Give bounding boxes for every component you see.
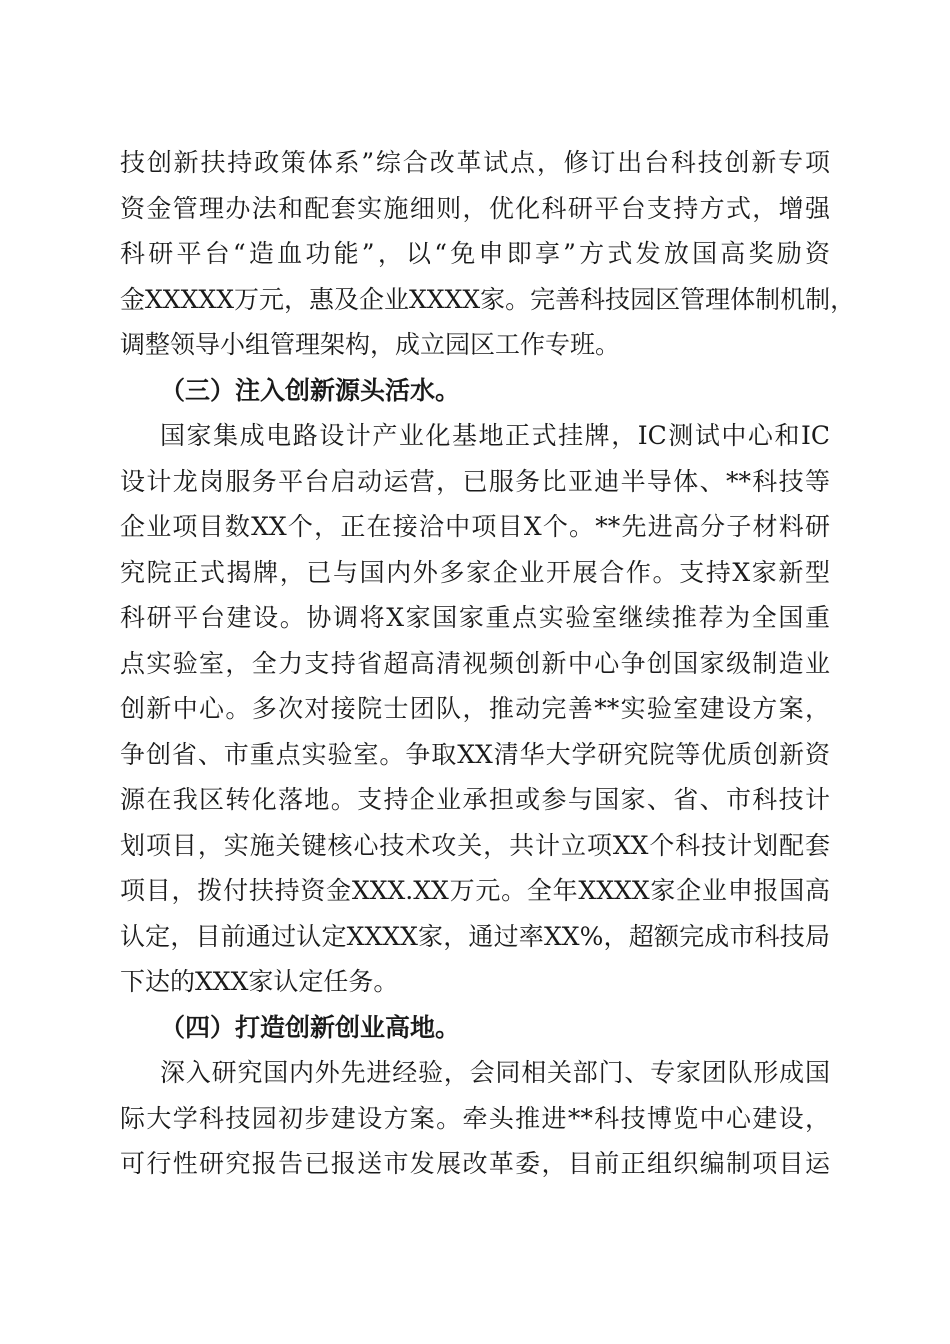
text-line: 资金管理办法和配套实施细则，优化科研平台支持方式，增强: [120, 193, 830, 223]
text-line: 认定，目前通过认定XXXX家，通过率XX%，超额完成市科技局: [120, 921, 830, 951]
text-line: 究院正式揭牌，已与国内外多家企业开展合作。支持X家新型: [120, 557, 830, 587]
text-line: 技创新扶持政策体系”综合改革试点，修订出台科技创新专项: [120, 148, 830, 177]
text-line: 下达的XXX家认定任务。: [120, 967, 399, 996]
text-line: 划项目，实施关键核心技术攻关，共计立项XX个科技计划配套: [120, 830, 830, 860]
text-line: 科研平台“造血功能”，以“免申即享”方式发放国高奖励资: [120, 239, 830, 268]
text-line: 调整领导小组管理架构，成立园区工作专班。: [120, 330, 621, 359]
text-line: 国家集成电路设计产业化基地正式挂牌，IC测试中心和IC: [160, 421, 830, 450]
text-line: 深入研究国内外先进经验，会同相关部门、专家团队形成国: [160, 1058, 830, 1087]
document-body: [120, 140, 856, 1187]
text-line: 际大学科技园初步建设方案。牵头推进**科技博览中心建设，: [120, 1103, 830, 1133]
paragraph-policy-reform: [120, 140, 856, 368]
text-line: 可行性研究报告已报送市发展改革委，目前正组织编制项目运: [120, 1149, 830, 1178]
text-line: 项目，拨付扶持资金XXX.XX万元。全年XXXX家企业申报国高: [120, 876, 830, 905]
text-line: 点实验室，全力支持省超高清视频创新中心争创国家级制造业: [120, 648, 830, 678]
paragraph-innovation-source: [120, 413, 830, 1005]
section-heading-4: （四）打造创新创业高地。: [160, 1012, 461, 1042]
section-heading-3: （三）注入创新源头活水。: [160, 375, 461, 405]
text-line: 科研平台建设。协调将X家国家重点实验室继续推荐为全国重: [120, 603, 830, 632]
text-line: 源在我区转化落地。支持企业承担或参与国家、省、市科技计: [120, 785, 830, 814]
text-line: 企业项目数XX个，正在接洽中项目X个。**先进高分子材料研: [120, 512, 830, 541]
paragraph-innovation-highland: [120, 1050, 830, 1187]
text-line: 争创省、市重点实验室。争取XX清华大学研究院等优质创新资: [120, 739, 830, 769]
text-line: 金XXXXX万元，惠及企业XXXX家。完善科技园区管理体制机制，: [120, 284, 856, 314]
text-line: 设计龙岗服务平台启动运营，已服务比亚迪半导体、**科技等: [120, 466, 830, 496]
text-line: 创新中心。多次对接院士团队，推动完善**实验室建设方案，: [120, 694, 830, 723]
